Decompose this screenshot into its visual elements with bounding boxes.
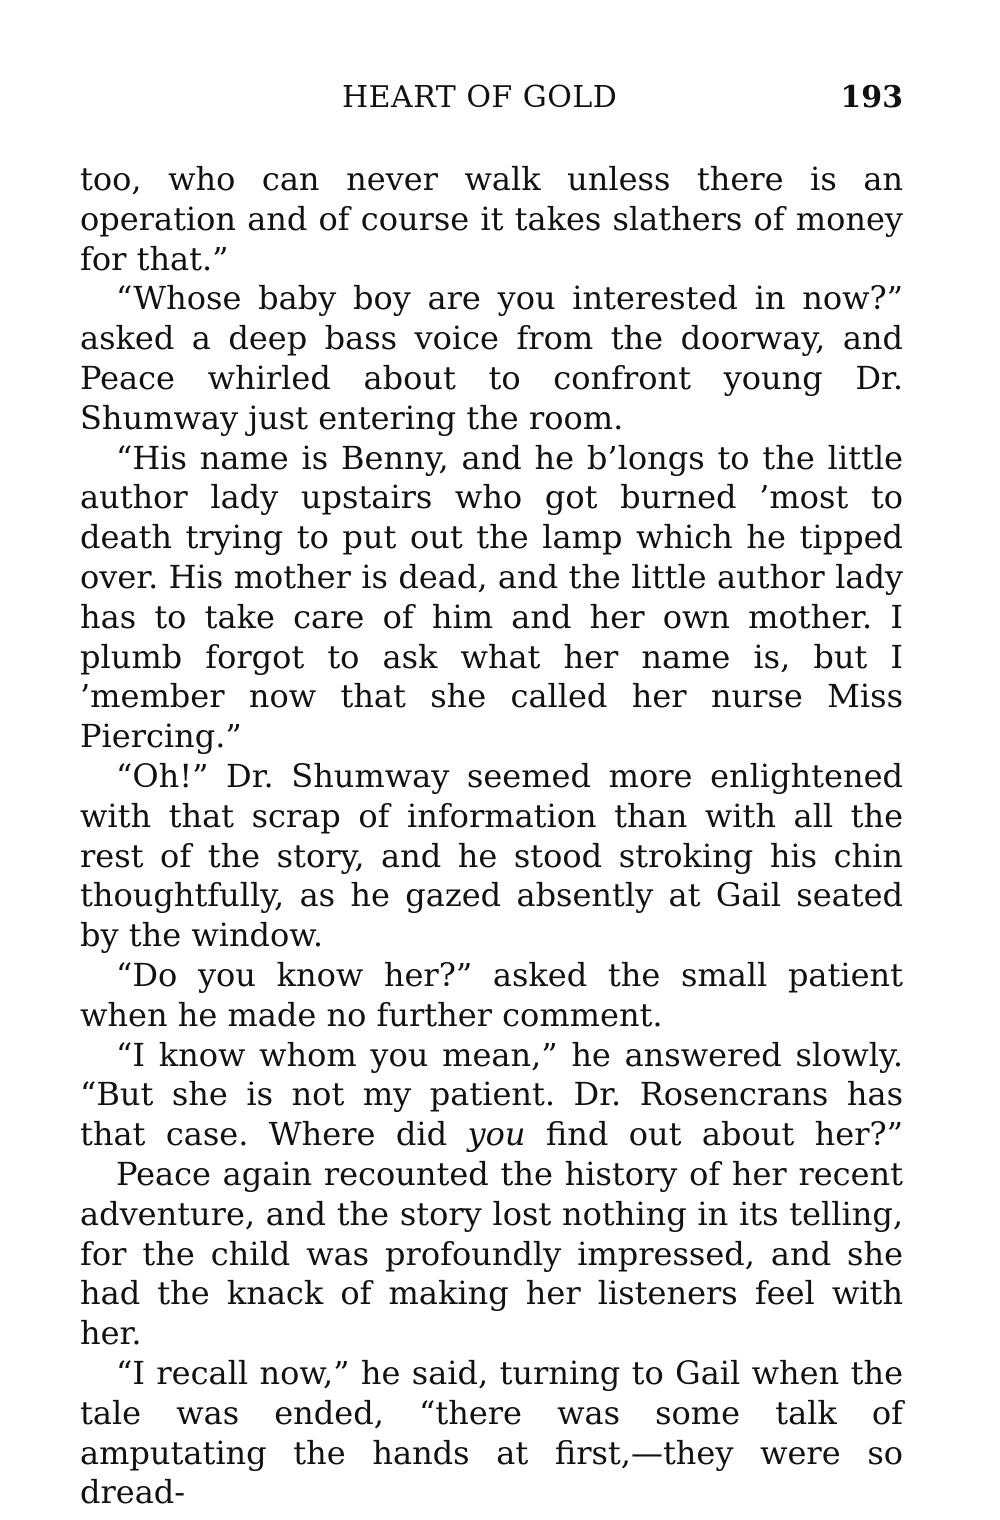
paragraph bbox=[80, 279, 903, 438]
paragraph-text: “Whose baby boy are you interested in now?” asked a deep bass voice from the doorway, and Peace whirled about to confront young Dr. Shumway just entering the room. bbox=[80, 279, 903, 437]
paragraph bbox=[80, 1036, 903, 1155]
paragraph-text: “Do you know her?” asked the small patient when he made no further comment. bbox=[80, 955, 903, 1034]
paragraph bbox=[80, 956, 903, 1036]
paragraph-text: “I recall now,” he said, turning to Gail when the tale was ended, “there was some talk of amputating the hands at first,—they were so dread- bbox=[80, 1353, 903, 1512]
running-title: HEART OF GOLD bbox=[342, 80, 618, 115]
emphasized-word: you bbox=[467, 1115, 526, 1154]
paragraph-text: “Oh!” Dr. Shumway seemed more enlightened with that scrap of information than with all the rest of the story, and he stood stroking his chin thoughtfully, as he gazed absently at Gail seated by the window. bbox=[80, 756, 903, 955]
paragraph-text: too, who can never walk unless there is an operation and of course it takes slathers of money for that.” bbox=[80, 160, 903, 278]
paragraph-text: “I know whom you mean,” he answered slowly. “But she is not my patient. Dr. Rosencrans has that case. Where did bbox=[80, 1035, 903, 1154]
paragraph-text: find out about her?” bbox=[525, 1115, 903, 1154]
page-number: 193 bbox=[840, 80, 903, 115]
paragraph bbox=[80, 160, 903, 279]
paragraph bbox=[80, 757, 903, 956]
body-text bbox=[80, 160, 903, 1513]
paragraph bbox=[80, 1354, 903, 1513]
paragraph-text: Peace again recounted the history of her recent adventure, and the story lost nothing in its telling, for the child was profoundly impressed, and she had the knack of making her listeners feel with her. bbox=[80, 1154, 903, 1353]
page-header bbox=[80, 74, 903, 122]
paragraph bbox=[80, 439, 903, 757]
paragraph-text: “His name is Benny, and he b’longs to the little author lady upstairs who got burned ’most to death trying to put out the lamp which he tipped over. His mother is dead, and the little author lady has to take care of him and her own mother. I plumb forgot to ask what her name is, but I ’member now that she called her nurse Miss Piercing.” bbox=[80, 438, 903, 756]
paragraph bbox=[80, 1155, 903, 1354]
